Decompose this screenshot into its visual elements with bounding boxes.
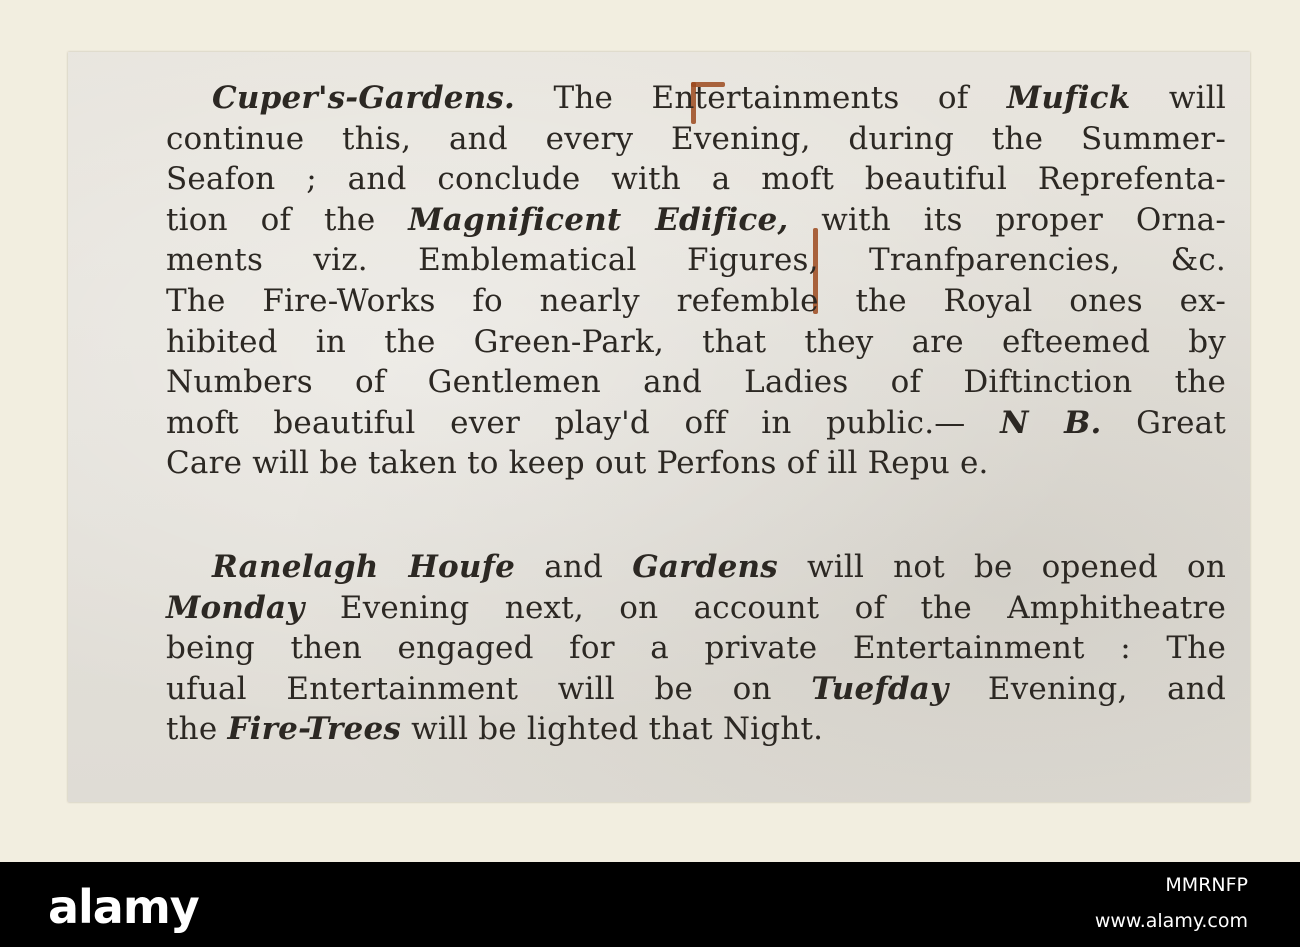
watermark-url: www.alamy.com [1094,910,1248,932]
italic-run: N B. [1000,404,1102,441]
text-run: and [515,549,633,585]
text-line [166,159,1226,200]
text-run: with its proper Orna- [788,201,1227,238]
alamy-logo: alamy [48,880,199,934]
text-run: will not be opened on [777,549,1226,585]
text-run: Great [1101,404,1226,441]
text-line [166,547,1226,588]
text-run: hibited in the Green-Park, that they are efteemed by [166,323,1226,360]
text-line [166,240,1226,281]
italic-run: Magnificent Edifice, [408,201,789,238]
italic-run: Ranelagh Houfe [212,549,516,585]
image-id: MMRNFP [1165,874,1248,896]
text-line [166,119,1226,160]
italic-run: Gardens [632,549,778,585]
text-run: being then engaged for a private Entertainment : The [166,630,1226,667]
text-run: will be lighted that Night. [401,711,824,748]
text-run: moft beautiful ever play'd off in public.— [166,404,1001,441]
text-line [166,362,1226,403]
italic-run: Mufick [1006,80,1131,116]
text-run: ments viz. Emblematical Figures, Tranfparencies, &c. [166,242,1226,279]
italic-run: Monday [166,589,305,626]
text-run: continue this, and every Evening, during the Summer- [166,120,1226,157]
text-line [166,588,1226,629]
text-line [166,403,1226,444]
italic-run: Tuefday [811,670,949,707]
text-run: Seafon ; and conclude with a moft beautiful Reprefenta- [166,161,1226,198]
text-line [166,322,1226,363]
text-run: Evening next, on account of the Amphitheatre [304,589,1226,626]
text-line [166,709,1226,750]
text-line [166,628,1226,669]
text-line [166,200,1226,241]
text-run: Evening, and [948,670,1226,707]
text-run: The Entertainments of [515,80,1007,116]
text-run: Care will be taken to keep out Perfons of ill Repu e. [166,445,989,482]
italic-run: Fire-Trees [227,711,402,748]
text-line [166,78,1226,119]
text-run: tion of the [166,201,409,238]
text-run: Numbers of Gentlemen and Ladies of Diftinction the [166,364,1226,401]
text-run: the [166,711,228,748]
text-line [166,443,1226,484]
text-line [166,669,1226,710]
article-ranelagh-house [166,547,1226,750]
text-run: ufual Entertainment will be on [166,670,812,707]
article-cupers-gardens [166,78,1226,484]
text-run: The Fire-Works fo nearly refemble the Royal ones ex- [166,282,1226,319]
text-run: will [1130,80,1226,116]
text-line [166,281,1226,322]
italic-run: Cuper's-Gardens. [212,80,516,116]
